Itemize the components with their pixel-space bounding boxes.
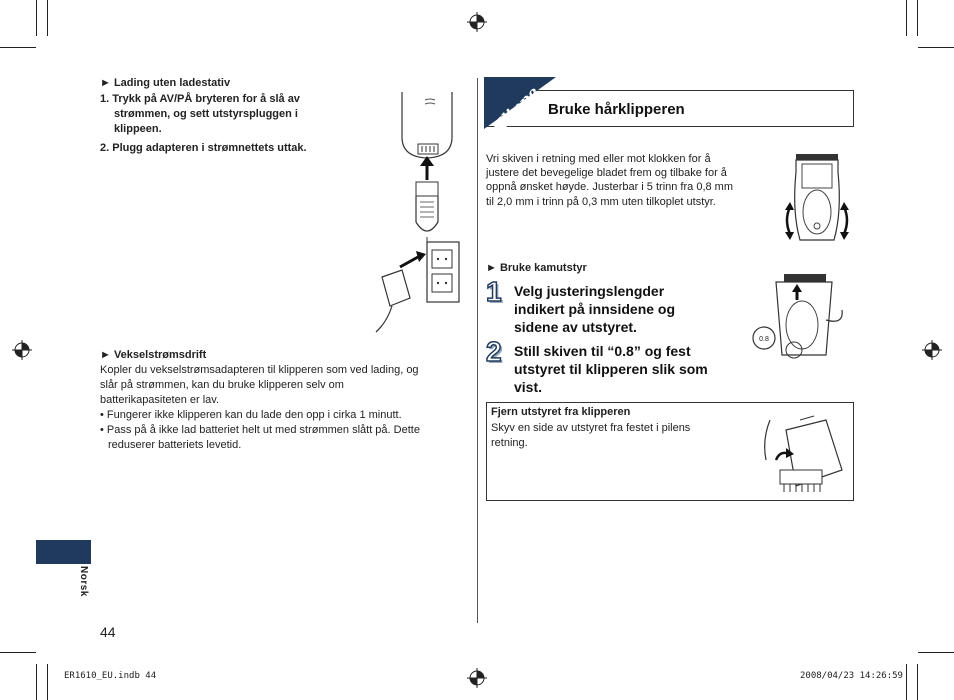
crop-mark bbox=[917, 664, 918, 700]
ac-line-2: slår på strømmen, kan du bruke klipperen selv om bbox=[100, 379, 344, 391]
intro-line-2: justere det bevegelige bladet frem og tilbake for å bbox=[486, 167, 727, 179]
language-label: Norsk bbox=[78, 566, 89, 597]
charging-step-1-line-1: 1. Trykk på AV/PÅ bryteren for å slå av bbox=[100, 93, 300, 105]
intro-line-4: til 2,0 mm i trinn på 0,3 mm uten tilkoplet utstyr. bbox=[486, 196, 716, 208]
registration-mark-icon bbox=[467, 12, 487, 32]
footer-date-info: 2008/04/23 14:26:59 bbox=[800, 671, 903, 681]
crop-mark bbox=[906, 664, 907, 700]
crop-mark bbox=[47, 664, 48, 700]
crop-mark bbox=[0, 652, 36, 653]
ac-bullet-2-line-1: • Pass på å ikke lad batteriet helt ut med strømmen slått på. Dette bbox=[100, 424, 420, 436]
footer-file-info: ER1610_EU.indb 44 bbox=[64, 671, 157, 681]
crop-mark bbox=[47, 0, 48, 36]
charging-step-1-line-3: klippeen. bbox=[114, 123, 162, 135]
step-2-number: 2 bbox=[486, 336, 502, 367]
step-2-line-2: utstyret til klipperen slik som bbox=[514, 361, 708, 377]
crop-mark bbox=[36, 0, 37, 36]
charging-illustration bbox=[372, 92, 472, 337]
intro-line-1: Vri skiven i retning med eller mot klokken for å bbox=[486, 153, 711, 165]
step-2-line-3: vist. bbox=[514, 379, 543, 395]
remove-heading: Fjern utstyret fra klipperen bbox=[491, 406, 631, 418]
ac-heading: ► Vekselstrømsdrift bbox=[100, 349, 207, 361]
comb-attachment-illustration bbox=[752, 270, 848, 366]
ac-line-1: Kopler du vekselstrømsadapteren til klipperen som ved lading, og bbox=[100, 364, 419, 376]
section-title: Bruke hårklipperen bbox=[548, 101, 685, 118]
clipper-dial-illustration bbox=[782, 152, 854, 247]
intro-line-3: oppnå ønsket høyde. Justerbar i 5 trinn fra 0,8 mm bbox=[486, 181, 734, 193]
ac-bullet-1: • Fungerer ikke klipperen kan du lade den opp i cirka 1 minutt. bbox=[100, 409, 402, 421]
step-1-number: 1 bbox=[486, 276, 502, 307]
remove-line-1: Skyv en side av utstyret fra festet i pilens bbox=[491, 422, 691, 434]
charging-heading: ► Lading uten ladestativ bbox=[100, 77, 231, 89]
section-tab-label: Klippe bbox=[488, 82, 543, 138]
registration-mark-icon bbox=[12, 340, 32, 360]
ac-line-3: batterikapasiteten er lav. bbox=[100, 394, 220, 406]
crop-mark bbox=[918, 652, 954, 653]
step-2-line-1: Still skiven til “0.8” og fest bbox=[514, 343, 691, 359]
dial-label: 0.8 bbox=[759, 336, 769, 343]
crop-mark bbox=[906, 0, 907, 36]
page-number: 44 bbox=[100, 624, 116, 640]
language-tab bbox=[36, 540, 91, 564]
remove-line-2: retning. bbox=[491, 437, 528, 449]
charging-step-1-line-2: strømmen, og sett utstyrspluggen i bbox=[114, 108, 298, 120]
crop-mark bbox=[0, 47, 36, 48]
comb-heading: ► Bruke kamutstyr bbox=[486, 262, 587, 274]
step-1-line-1: Velg justeringslengder bbox=[514, 283, 665, 299]
crop-mark bbox=[36, 664, 37, 700]
remove-attachment-illustration bbox=[756, 410, 850, 498]
ac-bullet-2-line-2: reduserer batteriets levetid. bbox=[108, 439, 242, 451]
column-divider bbox=[477, 78, 478, 623]
step-1-line-2: indikert på innsidene og bbox=[514, 301, 676, 317]
step-1-line-3: sidene av utstyret. bbox=[514, 319, 637, 335]
registration-mark-icon bbox=[467, 668, 487, 688]
registration-mark-icon bbox=[922, 340, 942, 360]
crop-mark bbox=[917, 0, 918, 36]
crop-mark bbox=[918, 47, 954, 48]
charging-step-2: 2. Plugg adapteren i strømnettets uttak. bbox=[100, 142, 307, 154]
